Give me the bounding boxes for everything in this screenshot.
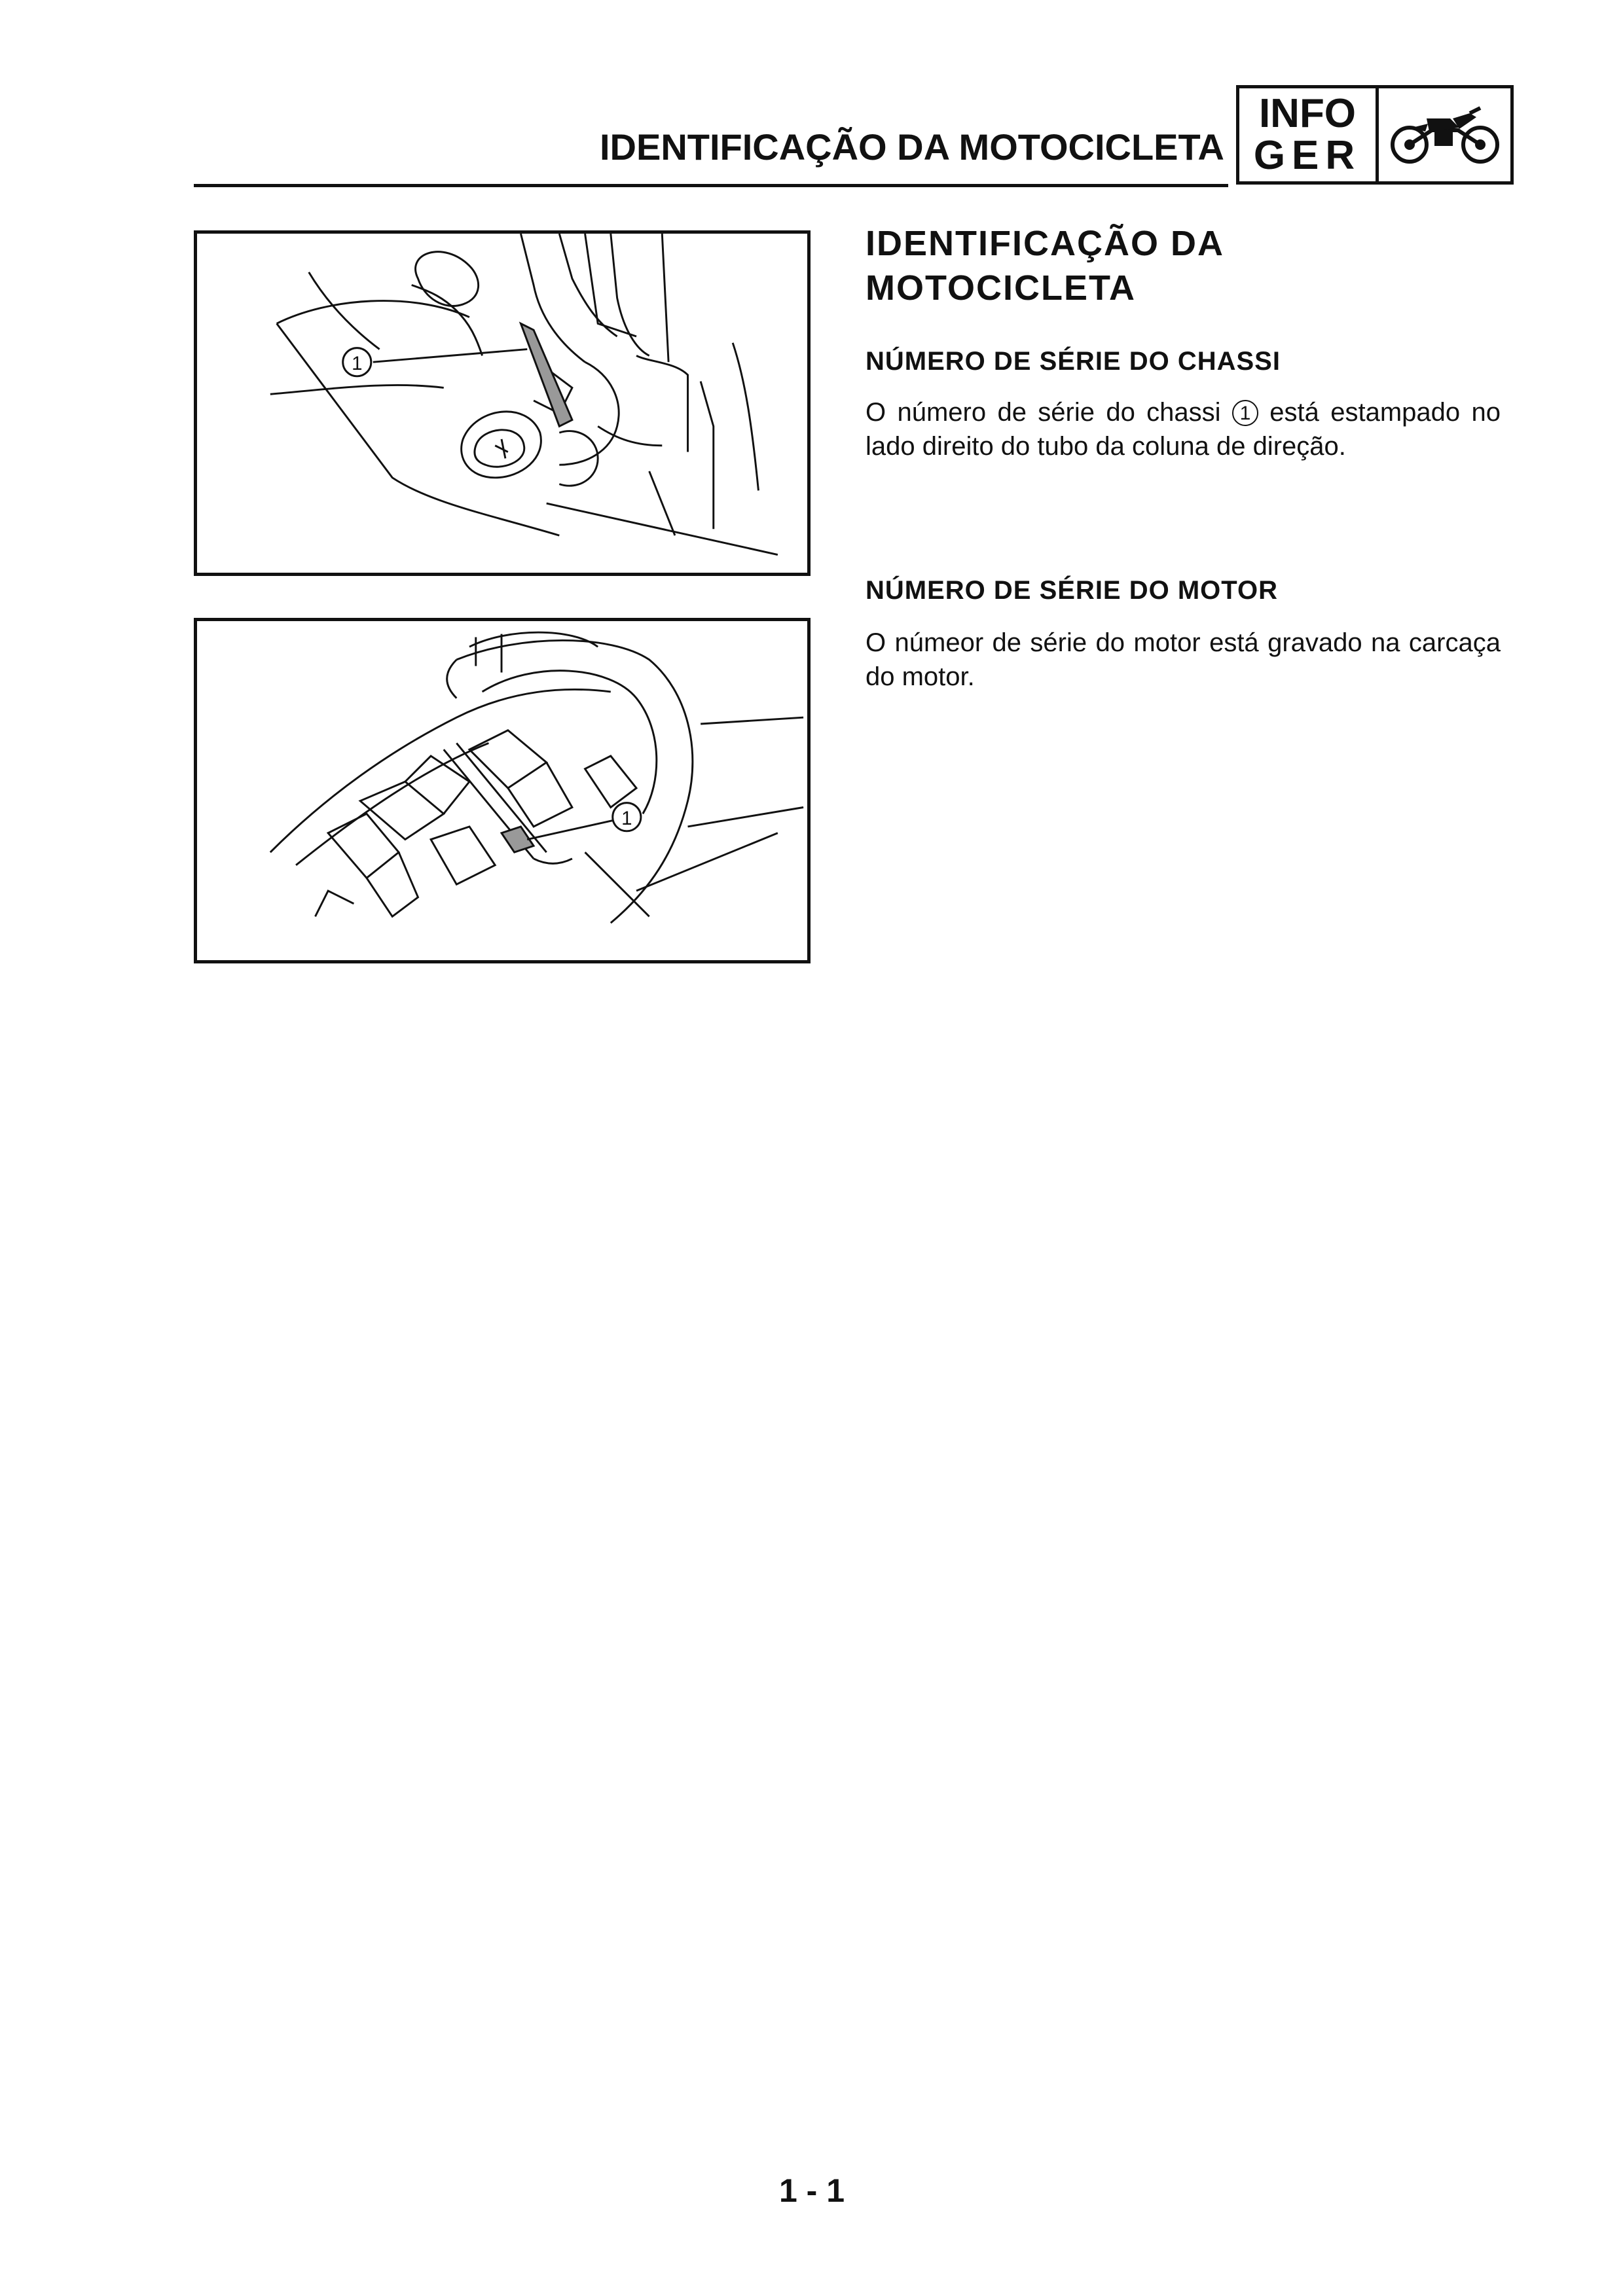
chassis-number-heading: NÚMERO DE SÉRIE DO CHASSI xyxy=(866,347,1281,376)
motorcycle-icon xyxy=(1379,88,1510,181)
engine-number-heading: NÚMERO DE SÉRIE DO MOTOR xyxy=(866,576,1278,605)
chassis-number-description xyxy=(866,395,1501,463)
engine-crankcase-drawing xyxy=(197,621,807,960)
badge-label xyxy=(1239,88,1379,181)
header-divider xyxy=(194,184,1228,187)
callout-2-label: 1 xyxy=(621,807,632,829)
callout-1-label: 1 xyxy=(352,352,363,374)
section-badge xyxy=(1236,85,1514,185)
chassis-text-after: está estampado no lado direito do tubo da coluna de direção. xyxy=(866,398,1501,461)
chassis-text-before: O número de série do chassi xyxy=(866,398,1232,427)
steering-head-drawing xyxy=(197,234,807,573)
callout-marker: 1 xyxy=(1232,400,1258,426)
chassis-number-illustration xyxy=(194,230,811,576)
engine-number-description: O númeor de série do motor está gravado na carcaça do motor. xyxy=(866,628,1501,691)
badge-line-2: GER xyxy=(1253,133,1362,178)
page-number: 1 - 1 xyxy=(778,2172,845,2209)
engine-number-illustration xyxy=(194,618,811,963)
section-title: IDENTIFICAÇÃO DA MOTOCICLETA xyxy=(866,224,1223,308)
page-header-title: IDENTIFICAÇÃO DA MOTOCICLETA xyxy=(599,126,1224,168)
badge-line-1: INFO xyxy=(1258,91,1357,136)
